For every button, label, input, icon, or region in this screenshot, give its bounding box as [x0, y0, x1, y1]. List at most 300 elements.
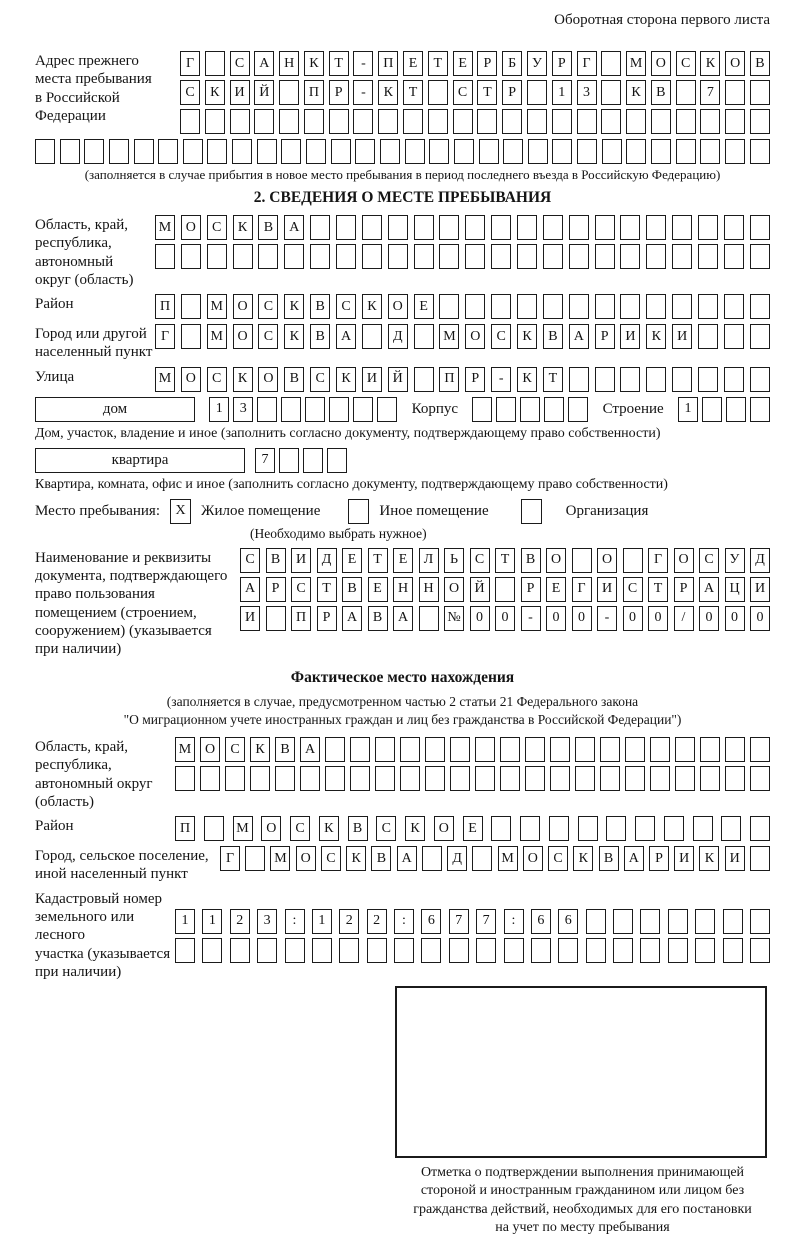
char-cell[interactable] — [623, 548, 643, 573]
char-cell[interactable] — [181, 244, 201, 269]
char-cell[interactable] — [724, 294, 744, 319]
char-cell[interactable]: С — [699, 548, 719, 573]
char-cell[interactable]: С — [623, 577, 643, 602]
char-cell[interactable]: О — [261, 816, 281, 841]
char-cell[interactable] — [595, 294, 615, 319]
char-cell[interactable]: 0 — [725, 606, 745, 631]
char-cell[interactable]: К — [250, 737, 270, 762]
char-cell[interactable] — [725, 766, 745, 791]
char-cell[interactable] — [600, 766, 620, 791]
char-cell[interactable]: В — [275, 737, 295, 762]
char-cell[interactable] — [428, 109, 448, 134]
char-cell[interactable] — [491, 244, 511, 269]
char-cell[interactable] — [310, 244, 330, 269]
char-cell[interactable] — [325, 737, 345, 762]
char-cell[interactable] — [698, 367, 718, 392]
char-cell[interactable]: О — [258, 367, 278, 392]
char-cell[interactable] — [725, 737, 745, 762]
char-cell[interactable] — [233, 244, 253, 269]
char-cell[interactable] — [668, 938, 688, 963]
char-cell[interactable]: С — [230, 51, 250, 76]
char-cell[interactable] — [595, 367, 615, 392]
char-cell[interactable]: И — [672, 324, 692, 349]
char-cell[interactable] — [453, 109, 473, 134]
char-cell[interactable]: С — [180, 80, 200, 105]
char-cell[interactable] — [339, 938, 359, 963]
char-cell[interactable] — [664, 816, 684, 841]
char-cell[interactable] — [635, 816, 655, 841]
char-cell[interactable]: - — [597, 606, 617, 631]
char-cell[interactable]: И — [291, 548, 311, 573]
char-cell[interactable]: Г — [220, 846, 240, 871]
char-cell[interactable]: Н — [393, 577, 413, 602]
char-cell[interactable] — [414, 215, 434, 240]
char-cell[interactable] — [695, 938, 715, 963]
char-cell[interactable]: Т — [477, 80, 497, 105]
char-cell[interactable] — [449, 938, 469, 963]
char-cell[interactable] — [428, 80, 448, 105]
char-cell[interactable] — [550, 766, 570, 791]
char-cell[interactable]: Е — [368, 577, 388, 602]
char-cell[interactable]: А — [240, 577, 260, 602]
char-cell[interactable] — [750, 80, 770, 105]
char-cell[interactable] — [700, 109, 720, 134]
char-cell[interactable] — [544, 397, 564, 422]
char-cell[interactable]: К — [304, 51, 324, 76]
char-cell[interactable] — [279, 109, 299, 134]
char-cell[interactable] — [275, 766, 295, 791]
char-cell[interactable]: О — [296, 846, 316, 871]
char-cell[interactable]: К — [626, 80, 646, 105]
char-cell[interactable] — [650, 766, 670, 791]
char-cell[interactable]: К — [205, 80, 225, 105]
char-cell[interactable]: С — [258, 294, 278, 319]
char-cell[interactable]: У — [725, 548, 745, 573]
char-cell[interactable]: Р — [329, 80, 349, 105]
char-cell[interactable]: Е — [393, 548, 413, 573]
char-cell[interactable] — [724, 244, 744, 269]
char-cell[interactable] — [279, 448, 299, 473]
char-cell[interactable] — [672, 294, 692, 319]
char-cell[interactable] — [284, 244, 304, 269]
char-cell[interactable] — [550, 737, 570, 762]
char-cell[interactable]: Т — [368, 548, 388, 573]
char-cell[interactable] — [750, 909, 770, 934]
char-cell[interactable] — [626, 109, 646, 134]
char-cell[interactable] — [750, 846, 770, 871]
char-cell[interactable]: Т — [329, 51, 349, 76]
char-cell[interactable]: Е — [403, 51, 423, 76]
char-cell[interactable] — [306, 139, 326, 164]
char-cell[interactable] — [380, 139, 400, 164]
char-cell[interactable] — [353, 397, 373, 422]
char-cell[interactable] — [422, 846, 442, 871]
char-cell[interactable] — [750, 109, 770, 134]
char-cell[interactable]: 0 — [572, 606, 592, 631]
char-cell[interactable]: В — [342, 577, 362, 602]
char-cell[interactable] — [204, 816, 224, 841]
char-cell[interactable] — [750, 367, 770, 392]
char-cell[interactable]: 0 — [623, 606, 643, 631]
char-cell[interactable] — [327, 448, 347, 473]
char-cell[interactable]: О — [523, 846, 543, 871]
char-cell[interactable]: - — [521, 606, 541, 631]
char-cell[interactable]: Д — [447, 846, 467, 871]
char-cell[interactable]: А — [397, 846, 417, 871]
char-cell[interactable]: К — [517, 367, 537, 392]
char-cell[interactable]: Р — [266, 577, 286, 602]
char-cell[interactable]: И — [620, 324, 640, 349]
char-cell[interactable] — [724, 215, 744, 240]
char-cell[interactable]: 3 — [257, 909, 277, 934]
char-cell[interactable] — [750, 324, 770, 349]
char-cell[interactable]: И — [240, 606, 260, 631]
char-cell[interactable] — [325, 766, 345, 791]
char-cell[interactable] — [257, 938, 277, 963]
char-cell[interactable] — [207, 139, 227, 164]
char-cell[interactable] — [35, 139, 55, 164]
char-cell[interactable]: 1 — [678, 397, 698, 422]
char-cell[interactable]: 2 — [339, 909, 359, 934]
char-cell[interactable] — [575, 766, 595, 791]
char-cell[interactable] — [258, 244, 278, 269]
char-cell[interactable]: 1 — [175, 909, 195, 934]
char-cell[interactable]: К — [699, 846, 719, 871]
char-cell[interactable]: Р — [477, 51, 497, 76]
char-cell[interactable] — [569, 294, 589, 319]
char-cell[interactable]: 7 — [700, 80, 720, 105]
char-cell[interactable]: К — [319, 816, 339, 841]
char-cell[interactable]: : — [394, 909, 414, 934]
char-cell[interactable] — [479, 139, 499, 164]
char-cell[interactable] — [750, 215, 770, 240]
char-cell[interactable] — [558, 938, 578, 963]
char-cell[interactable] — [577, 139, 597, 164]
char-cell[interactable]: Й — [254, 80, 274, 105]
char-cell[interactable] — [465, 294, 485, 319]
char-cell[interactable] — [650, 737, 670, 762]
char-cell[interactable]: А — [336, 324, 356, 349]
char-cell[interactable]: 1 — [209, 397, 229, 422]
char-cell[interactable]: Ь — [444, 548, 464, 573]
char-cell[interactable] — [723, 909, 743, 934]
char-cell[interactable] — [698, 244, 718, 269]
char-cell[interactable] — [620, 244, 640, 269]
char-cell[interactable] — [527, 80, 547, 105]
char-cell[interactable] — [491, 294, 511, 319]
char-cell[interactable] — [601, 80, 621, 105]
char-cell[interactable] — [500, 737, 520, 762]
char-cell[interactable]: В — [310, 294, 330, 319]
char-cell[interactable] — [578, 816, 598, 841]
char-cell[interactable]: В — [371, 846, 391, 871]
char-cell[interactable]: С — [290, 816, 310, 841]
char-cell[interactable] — [620, 367, 640, 392]
char-cell[interactable]: О — [233, 324, 253, 349]
char-cell[interactable]: В — [310, 324, 330, 349]
char-cell[interactable]: К — [284, 294, 304, 319]
char-cell[interactable]: К — [284, 324, 304, 349]
char-cell[interactable]: К — [346, 846, 366, 871]
char-cell[interactable] — [500, 766, 520, 791]
char-cell[interactable]: А — [624, 846, 644, 871]
char-cell[interactable] — [606, 816, 626, 841]
char-cell[interactable] — [181, 294, 201, 319]
char-cell[interactable]: : — [285, 909, 305, 934]
char-cell[interactable] — [750, 816, 770, 841]
char-cell[interactable]: О — [725, 51, 745, 76]
char-cell[interactable]: А — [342, 606, 362, 631]
char-cell[interactable] — [531, 938, 551, 963]
char-cell[interactable]: Е — [342, 548, 362, 573]
char-cell[interactable] — [175, 766, 195, 791]
char-cell[interactable]: / — [674, 606, 694, 631]
char-cell[interactable] — [750, 938, 770, 963]
char-cell[interactable]: Т — [648, 577, 668, 602]
char-cell[interactable]: О — [597, 548, 617, 573]
char-cell[interactable] — [439, 215, 459, 240]
char-cell[interactable] — [625, 766, 645, 791]
char-cell[interactable]: И — [674, 846, 694, 871]
char-cell[interactable]: 7 — [255, 448, 275, 473]
char-cell[interactable]: : — [504, 909, 524, 934]
char-cell[interactable]: С — [207, 215, 227, 240]
char-cell[interactable] — [702, 397, 722, 422]
char-cell[interactable] — [425, 737, 445, 762]
char-cell[interactable]: К — [700, 51, 720, 76]
char-cell[interactable]: М — [155, 215, 175, 240]
char-cell[interactable] — [109, 139, 129, 164]
char-cell[interactable] — [400, 737, 420, 762]
char-cell[interactable] — [676, 139, 696, 164]
char-cell[interactable]: В — [368, 606, 388, 631]
char-cell[interactable] — [520, 816, 540, 841]
char-cell[interactable]: У — [527, 51, 547, 76]
char-cell[interactable] — [429, 139, 449, 164]
char-cell[interactable] — [225, 766, 245, 791]
char-cell[interactable] — [362, 324, 382, 349]
char-cell[interactable] — [750, 244, 770, 269]
char-cell[interactable] — [698, 324, 718, 349]
char-cell[interactable]: Р — [502, 80, 522, 105]
char-cell[interactable] — [725, 139, 745, 164]
char-cell[interactable] — [724, 367, 744, 392]
char-cell[interactable]: Г — [648, 548, 668, 573]
char-cell[interactable] — [600, 737, 620, 762]
char-cell[interactable] — [491, 816, 511, 841]
char-cell[interactable]: Н — [279, 51, 299, 76]
char-cell[interactable] — [672, 367, 692, 392]
char-cell[interactable] — [549, 816, 569, 841]
char-cell[interactable] — [388, 215, 408, 240]
char-cell[interactable]: Е — [463, 816, 483, 841]
char-cell[interactable]: 0 — [470, 606, 490, 631]
char-cell[interactable]: Р — [521, 577, 541, 602]
char-cell[interactable] — [543, 215, 563, 240]
char-cell[interactable] — [454, 139, 474, 164]
char-cell[interactable]: И — [750, 577, 770, 602]
char-cell[interactable] — [750, 397, 770, 422]
char-cell[interactable] — [450, 766, 470, 791]
char-cell[interactable] — [520, 397, 540, 422]
char-cell[interactable] — [329, 397, 349, 422]
char-cell[interactable] — [336, 215, 356, 240]
char-cell[interactable]: О — [181, 367, 201, 392]
char-cell[interactable]: С — [258, 324, 278, 349]
char-cell[interactable]: В — [348, 816, 368, 841]
char-cell[interactable]: Г — [577, 51, 597, 76]
char-cell[interactable]: 3 — [577, 80, 597, 105]
char-cell[interactable] — [724, 324, 744, 349]
char-cell[interactable] — [575, 737, 595, 762]
char-cell[interactable] — [279, 80, 299, 105]
char-cell[interactable] — [646, 367, 666, 392]
char-cell[interactable]: С — [321, 846, 341, 871]
char-cell[interactable]: С — [491, 324, 511, 349]
char-cell[interactable]: Е — [453, 51, 473, 76]
char-cell[interactable] — [331, 139, 351, 164]
char-cell[interactable]: К — [517, 324, 537, 349]
char-cell[interactable] — [181, 324, 201, 349]
char-cell[interactable] — [503, 139, 523, 164]
char-cell[interactable] — [525, 766, 545, 791]
char-cell[interactable] — [257, 397, 277, 422]
char-cell[interactable] — [646, 215, 666, 240]
char-cell[interactable] — [202, 938, 222, 963]
char-cell[interactable] — [419, 606, 439, 631]
char-cell[interactable]: М — [233, 816, 253, 841]
char-cell[interactable] — [405, 139, 425, 164]
char-cell[interactable] — [672, 244, 692, 269]
char-cell[interactable] — [414, 244, 434, 269]
char-cell[interactable] — [577, 109, 597, 134]
char-cell[interactable]: С — [336, 294, 356, 319]
char-cell[interactable] — [425, 766, 445, 791]
char-cell[interactable]: - — [491, 367, 511, 392]
char-cell[interactable] — [362, 215, 382, 240]
char-cell[interactable] — [620, 294, 640, 319]
char-cell[interactable]: М — [207, 294, 227, 319]
char-cell[interactable]: К — [378, 80, 398, 105]
char-cell[interactable]: С — [453, 80, 473, 105]
char-cell[interactable]: М — [439, 324, 459, 349]
char-cell[interactable] — [517, 244, 537, 269]
char-cell[interactable] — [450, 737, 470, 762]
char-cell[interactable]: Т — [495, 548, 515, 573]
char-cell[interactable]: Е — [546, 577, 566, 602]
char-cell[interactable] — [472, 397, 492, 422]
char-cell[interactable] — [586, 909, 606, 934]
char-cell[interactable]: О — [674, 548, 694, 573]
char-cell[interactable] — [281, 397, 301, 422]
char-cell[interactable]: - — [353, 80, 373, 105]
char-cell[interactable] — [257, 139, 277, 164]
char-cell[interactable] — [675, 737, 695, 762]
char-cell[interactable]: О — [434, 816, 454, 841]
char-cell[interactable] — [375, 766, 395, 791]
char-cell[interactable] — [601, 109, 621, 134]
char-cell[interactable] — [726, 397, 746, 422]
char-cell[interactable]: 6 — [558, 909, 578, 934]
char-cell[interactable] — [527, 109, 547, 134]
char-cell[interactable]: 1 — [312, 909, 332, 934]
char-cell[interactable]: М — [498, 846, 518, 871]
char-cell[interactable] — [491, 215, 511, 240]
char-cell[interactable]: В — [599, 846, 619, 871]
char-cell[interactable] — [676, 80, 696, 105]
char-cell[interactable] — [355, 139, 375, 164]
char-cell[interactable] — [250, 766, 270, 791]
char-cell[interactable]: К — [573, 846, 593, 871]
char-cell[interactable]: М — [270, 846, 290, 871]
char-cell[interactable] — [676, 109, 696, 134]
char-cell[interactable]: Д — [750, 548, 770, 573]
char-cell[interactable] — [180, 109, 200, 134]
char-cell[interactable]: О — [651, 51, 671, 76]
char-cell[interactable]: Т — [543, 367, 563, 392]
char-cell[interactable] — [651, 109, 671, 134]
char-cell[interactable]: В — [284, 367, 304, 392]
char-cell[interactable]: Р — [595, 324, 615, 349]
char-cell[interactable]: О — [444, 577, 464, 602]
char-cell[interactable] — [375, 737, 395, 762]
char-cell[interactable] — [477, 109, 497, 134]
char-cell[interactable] — [496, 397, 516, 422]
char-cell[interactable]: К — [646, 324, 666, 349]
char-cell[interactable] — [388, 244, 408, 269]
char-cell[interactable] — [602, 139, 622, 164]
char-cell[interactable] — [329, 109, 349, 134]
char-cell[interactable]: Т — [317, 577, 337, 602]
char-cell[interactable] — [400, 766, 420, 791]
char-cell[interactable]: Р — [317, 606, 337, 631]
char-cell[interactable]: 0 — [648, 606, 668, 631]
char-cell[interactable]: 0 — [546, 606, 566, 631]
char-cell[interactable]: К — [362, 294, 382, 319]
char-cell[interactable]: В — [651, 80, 671, 105]
char-cell[interactable] — [439, 294, 459, 319]
char-cell[interactable]: П — [304, 80, 324, 105]
char-cell[interactable] — [552, 139, 572, 164]
char-cell[interactable]: Л — [419, 548, 439, 573]
char-cell[interactable]: Ц — [725, 577, 745, 602]
char-cell[interactable]: С — [310, 367, 330, 392]
char-cell[interactable]: С — [470, 548, 490, 573]
char-cell[interactable] — [353, 109, 373, 134]
char-cell[interactable]: Е — [414, 294, 434, 319]
char-cell[interactable] — [675, 766, 695, 791]
char-cell[interactable]: П — [175, 816, 195, 841]
char-cell[interactable]: О — [233, 294, 253, 319]
char-cell[interactable] — [693, 816, 713, 841]
char-cell[interactable] — [750, 737, 770, 762]
char-cell[interactable] — [367, 938, 387, 963]
char-cell[interactable] — [723, 938, 743, 963]
char-cell[interactable] — [750, 139, 770, 164]
char-cell[interactable] — [698, 294, 718, 319]
char-cell[interactable]: С — [291, 577, 311, 602]
char-cell[interactable]: Р — [552, 51, 572, 76]
char-cell[interactable] — [205, 109, 225, 134]
char-cell[interactable] — [517, 215, 537, 240]
char-cell[interactable] — [200, 766, 220, 791]
char-cell[interactable]: М — [626, 51, 646, 76]
char-cell[interactable]: В — [543, 324, 563, 349]
char-cell[interactable]: К — [233, 215, 253, 240]
char-cell[interactable]: Р — [465, 367, 485, 392]
char-cell[interactable]: 7 — [449, 909, 469, 934]
char-cell[interactable] — [525, 737, 545, 762]
